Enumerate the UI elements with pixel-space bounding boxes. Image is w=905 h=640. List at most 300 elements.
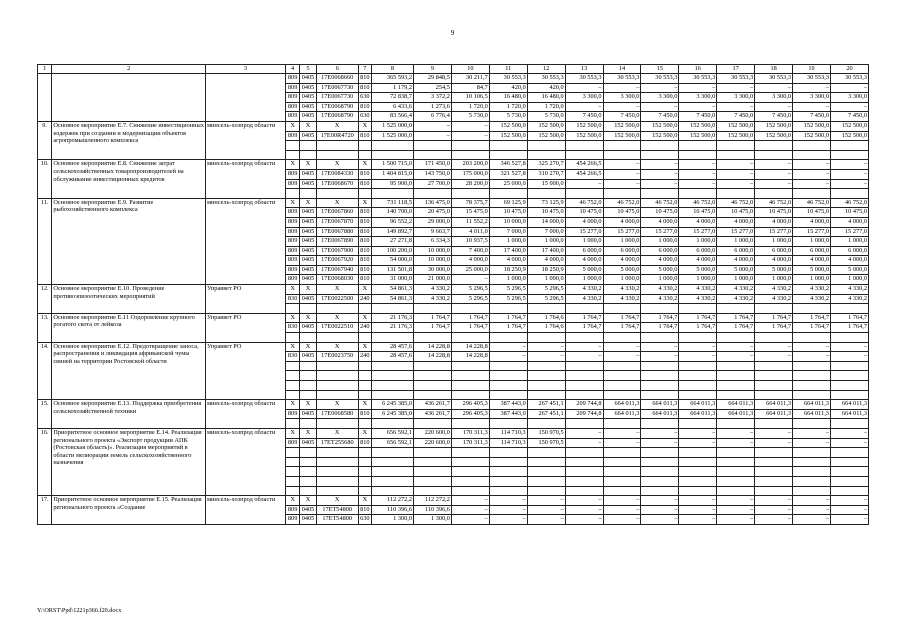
amount-cell: 1 764,7: [679, 323, 717, 333]
amount-cell: [451, 371, 489, 381]
amount-cell: 15 277,0: [717, 227, 755, 237]
amount-cell: 1 525 000,0: [372, 121, 414, 131]
amount-cell: 69 125,9: [489, 198, 527, 208]
amount-cell: 152 500,0: [641, 131, 679, 141]
amount-cell: 1 764,7: [414, 313, 452, 323]
budget-code-cell: 809: [285, 74, 299, 84]
budget-code-cell: 17Е0023750: [316, 352, 358, 362]
budget-code-cell: Х: [300, 342, 316, 352]
budget-code-cell: [358, 486, 371, 496]
amount-cell: 6 433,6: [372, 102, 414, 112]
column-number: 4: [285, 65, 299, 74]
amount-cell: [451, 419, 489, 429]
amount-cell: 54 861,3: [372, 285, 414, 295]
amount-cell: 664 011,3: [603, 400, 641, 410]
amount-cell: 1 000,0: [641, 275, 679, 285]
amount-cell: 1 764,7: [830, 313, 868, 323]
amount-cell: [603, 189, 641, 199]
amount-cell: [793, 381, 831, 391]
amount-cell: 5 000,0: [603, 265, 641, 275]
amount-cell: 5 000,0: [755, 265, 793, 275]
amount-cell: [793, 361, 831, 371]
amount-cell: 114 710,3: [489, 428, 527, 438]
amount-cell: –: [679, 160, 717, 170]
amount-cell: 152 500,0: [527, 131, 565, 141]
budget-code-cell: 0405: [300, 294, 316, 304]
amount-cell: [489, 381, 527, 391]
amount-cell: 152 500,0: [489, 121, 527, 131]
amount-cell: 1 000,0: [755, 275, 793, 285]
amount-cell: 6 000,0: [755, 246, 793, 256]
amount-cell: 5 296,5: [489, 294, 527, 304]
amount-cell: –: [755, 352, 793, 362]
amount-cell: 143 750,0: [414, 169, 452, 179]
budget-code-cell: 810: [358, 217, 371, 227]
amount-cell: [755, 333, 793, 343]
amount-cell: 1 300,0: [372, 515, 414, 525]
amount-cell: [793, 390, 831, 400]
budget-code-cell: [316, 150, 358, 160]
amount-cell: [717, 189, 755, 199]
amount-cell: [372, 141, 414, 151]
amount-cell: 1 764,7: [793, 323, 831, 333]
amount-cell: [679, 141, 717, 151]
measure-number: 9.: [38, 121, 52, 159]
amount-cell: [830, 371, 868, 381]
budget-code-cell: 17Е0067880: [316, 227, 358, 237]
amount-cell: 1 764,7: [717, 313, 755, 323]
amount-cell: [451, 361, 489, 371]
amount-cell: 16 480,0: [527, 93, 565, 103]
amount-cell: [830, 419, 868, 429]
budget-code-cell: Х: [285, 313, 299, 323]
amount-cell: –: [565, 179, 603, 189]
amount-cell: –: [489, 505, 527, 515]
amount-cell: 3 300,0: [717, 93, 755, 103]
amount-cell: [565, 304, 603, 314]
amount-cell: –: [641, 342, 679, 352]
budget-code-cell: [300, 361, 316, 371]
amount-cell: 5 296,5: [451, 294, 489, 304]
amount-cell: 17 400,0: [489, 246, 527, 256]
amount-cell: [489, 467, 527, 477]
amount-cell: [830, 390, 868, 400]
budget-code-cell: 17Е0084330: [316, 169, 358, 179]
amount-cell: 4 000,0: [565, 256, 603, 266]
column-number: 13: [565, 65, 603, 74]
budget-code-cell: Х: [285, 160, 299, 170]
amount-cell: [414, 448, 452, 458]
amount-cell: 7 450,0: [717, 112, 755, 122]
amount-cell: [527, 486, 565, 496]
amount-cell: 10 475,0: [527, 208, 565, 218]
amount-cell: [793, 333, 831, 343]
amount-cell: 310 270,7: [527, 169, 565, 179]
amount-cell: –: [679, 438, 717, 448]
budget-code-cell: [316, 467, 358, 477]
amount-cell: [527, 304, 565, 314]
amount-cell: [414, 419, 452, 429]
amount-cell: –: [793, 83, 831, 93]
budget-code-cell: 240: [358, 323, 371, 333]
amount-cell: 1 764,7: [793, 313, 831, 323]
budget-code-cell: [316, 476, 358, 486]
budget-code-cell: 810: [358, 179, 371, 189]
amount-cell: [717, 304, 755, 314]
budget-code-cell: 17Е0068030: [316, 275, 358, 285]
amount-cell: [830, 486, 868, 496]
amount-cell: 15 475,0: [451, 208, 489, 218]
amount-cell: –: [793, 169, 831, 179]
amount-cell: 54 861,3: [372, 294, 414, 304]
amount-cell: 5 000,0: [717, 265, 755, 275]
budget-code-cell: 17Е0068790: [316, 102, 358, 112]
amount-cell: –: [793, 496, 831, 506]
column-number: 17: [717, 65, 755, 74]
budget-code-cell: 240: [358, 352, 371, 362]
amount-cell: [451, 381, 489, 391]
amount-cell: 4 000,0: [717, 217, 755, 227]
amount-cell: 30 000,0: [414, 265, 452, 275]
amount-cell: –: [679, 515, 717, 525]
amount-cell: [755, 467, 793, 477]
amount-cell: [641, 419, 679, 429]
amount-cell: 152 500,0: [489, 131, 527, 141]
amount-cell: –: [451, 121, 489, 131]
amount-cell: [414, 457, 452, 467]
budget-code-cell: 0405: [300, 112, 316, 122]
amount-cell: –: [717, 352, 755, 362]
budget-code-cell: 17Е0022510: [316, 323, 358, 333]
amount-cell: 46 752,0: [565, 198, 603, 208]
amount-cell: 1 000,0: [755, 237, 793, 247]
amount-cell: [641, 333, 679, 343]
budget-code-cell: Х: [316, 160, 358, 170]
amount-cell: 170 311,3: [451, 438, 489, 448]
column-number: 12: [527, 65, 565, 74]
amount-cell: [641, 467, 679, 477]
amount-cell: –: [717, 496, 755, 506]
amount-cell: [717, 486, 755, 496]
column-number: 19: [793, 65, 831, 74]
amount-cell: 3 300,0: [603, 93, 641, 103]
amount-cell: 5 730,0: [527, 112, 565, 122]
budget-code-cell: 240: [358, 294, 371, 304]
amount-cell: 4 000,0: [793, 217, 831, 227]
amount-cell: [372, 390, 414, 400]
amount-cell: 7 000,0: [489, 227, 527, 237]
table-row: [38, 198, 869, 208]
budget-code-cell: Х: [285, 198, 299, 208]
amount-cell: –: [489, 342, 527, 352]
amount-cell: 7 450,0: [830, 112, 868, 122]
amount-cell: –: [830, 505, 868, 515]
executor-name: Управвет РО: [206, 342, 286, 400]
amount-cell: [603, 361, 641, 371]
amount-cell: [565, 150, 603, 160]
measure-name: Приоритетное основное мероприятие Е.15. Реализация регионального проекта «Создание: [52, 496, 206, 525]
budget-code-cell: [285, 150, 299, 160]
amount-cell: 15 277,0: [641, 227, 679, 237]
budget-code-cell: Х: [316, 428, 358, 438]
amount-cell: [830, 304, 868, 314]
amount-cell: –: [565, 505, 603, 515]
amount-cell: –: [414, 131, 452, 141]
amount-cell: 656 592,1: [372, 428, 414, 438]
amount-cell: 136 475,0: [414, 198, 452, 208]
amount-cell: [489, 457, 527, 467]
budget-code-cell: 17Е0067940: [316, 265, 358, 275]
budget-code-cell: 810: [358, 409, 371, 419]
budget-code-cell: [316, 419, 358, 429]
amount-cell: 1 764,7: [565, 313, 603, 323]
amount-cell: 112 272,2: [372, 496, 414, 506]
amount-cell: [717, 381, 755, 391]
amount-cell: –: [451, 505, 489, 515]
budget-code-cell: Х: [300, 285, 316, 295]
amount-cell: [451, 448, 489, 458]
amount-cell: –: [679, 83, 717, 93]
budget-code-cell: [300, 141, 316, 151]
amount-cell: 15 000,0: [527, 179, 565, 189]
budget-code-cell: [300, 371, 316, 381]
budget-code-cell: 0405: [300, 179, 316, 189]
budget-code-cell: 809: [285, 237, 299, 247]
budget-code-cell: Х: [358, 121, 371, 131]
amount-cell: 4 000,0: [755, 217, 793, 227]
amount-cell: [717, 457, 755, 467]
amount-cell: –: [830, 496, 868, 506]
amount-cell: [755, 304, 793, 314]
amount-cell: 3 300,0: [830, 93, 868, 103]
amount-cell: 7 450,0: [793, 112, 831, 122]
budget-code-cell: [358, 150, 371, 160]
budget-code-cell: 809: [285, 275, 299, 285]
amount-cell: –: [717, 342, 755, 352]
budget-code-cell: 0405: [300, 74, 316, 84]
amount-cell: –: [603, 515, 641, 525]
amount-cell: 4 330,2: [414, 294, 452, 304]
amount-cell: 1 720,0: [489, 102, 527, 112]
amount-cell: 15 277,0: [755, 227, 793, 237]
amount-cell: [489, 361, 527, 371]
budget-code-cell: 0405: [300, 169, 316, 179]
amount-cell: 15 277,0: [603, 227, 641, 237]
amount-cell: –: [679, 102, 717, 112]
amount-cell: [641, 189, 679, 199]
amount-cell: [603, 390, 641, 400]
budget-code-cell: [300, 390, 316, 400]
amount-cell: 30 211,7: [451, 74, 489, 84]
amount-cell: 5 296,5: [451, 285, 489, 295]
amount-cell: –: [717, 83, 755, 93]
amount-cell: [717, 333, 755, 343]
amount-cell: –: [755, 505, 793, 515]
amount-cell: [679, 381, 717, 391]
amount-cell: 7 450,0: [679, 112, 717, 122]
amount-cell: 1 764,7: [489, 313, 527, 323]
amount-cell: 25 000,0: [489, 179, 527, 189]
budget-code-cell: Х: [358, 400, 371, 410]
budget-code-cell: 0405: [300, 102, 316, 112]
amount-cell: 17 400,0: [527, 246, 565, 256]
amount-cell: 10 937,5: [451, 237, 489, 247]
amount-cell: 1 720,0: [527, 102, 565, 112]
amount-cell: 7 400,0: [451, 246, 489, 256]
amount-cell: 4 000,0: [527, 256, 565, 266]
amount-cell: 664 011,3: [755, 400, 793, 410]
amount-cell: 1 764,7: [830, 323, 868, 333]
column-number: 5: [300, 65, 316, 74]
amount-cell: 220 600,0: [414, 428, 452, 438]
amount-cell: 21 000,0: [414, 275, 452, 285]
amount-cell: [603, 333, 641, 343]
amount-cell: 4 000,0: [793, 256, 831, 266]
budget-code-cell: [300, 467, 316, 477]
budget-code-cell: 810: [358, 275, 371, 285]
amount-cell: 267 451,1: [527, 400, 565, 410]
amount-cell: 1 000,0: [489, 275, 527, 285]
amount-cell: 29 848,5: [414, 74, 452, 84]
amount-cell: 1 000,0: [830, 237, 868, 247]
amount-cell: –: [830, 352, 868, 362]
amount-cell: 54 000,0: [372, 256, 414, 266]
amount-cell: [527, 390, 565, 400]
amount-cell: [414, 150, 452, 160]
budget-code-cell: Х: [316, 400, 358, 410]
budget-code-cell: 810: [358, 169, 371, 179]
amount-cell: 28 457,6: [372, 342, 414, 352]
budget-code-cell: Х: [285, 496, 299, 506]
amount-cell: –: [793, 179, 831, 189]
table-row: [38, 313, 869, 323]
amount-cell: 203 200,0: [451, 160, 489, 170]
amount-cell: –: [527, 496, 565, 506]
amount-cell: [414, 304, 452, 314]
budget-code-cell: 0405: [300, 352, 316, 362]
amount-cell: [489, 189, 527, 199]
amount-cell: 4 000,0: [451, 256, 489, 266]
amount-cell: –: [755, 428, 793, 438]
amount-cell: [451, 189, 489, 199]
amount-cell: –: [755, 169, 793, 179]
amount-cell: –: [717, 428, 755, 438]
amount-cell: [793, 371, 831, 381]
amount-cell: 436 261,7: [414, 400, 452, 410]
amount-cell: [603, 150, 641, 160]
amount-cell: 4 000,0: [489, 256, 527, 266]
budget-code-cell: [316, 361, 358, 371]
budget-code-cell: [300, 476, 316, 486]
amount-cell: [755, 486, 793, 496]
amount-cell: 1 764,7: [565, 323, 603, 333]
budget-code-cell: [358, 333, 371, 343]
amount-cell: [565, 189, 603, 199]
amount-cell: –: [603, 342, 641, 352]
budget-code-cell: 809: [285, 112, 299, 122]
amount-cell: [527, 189, 565, 199]
amount-cell: 5 730,0: [489, 112, 527, 122]
budget-code-cell: 0405: [300, 227, 316, 237]
amount-cell: [527, 141, 565, 151]
amount-cell: [372, 448, 414, 458]
amount-cell: –: [603, 352, 641, 362]
amount-cell: –: [641, 505, 679, 515]
column-number: 1: [38, 65, 52, 74]
amount-cell: –: [451, 496, 489, 506]
amount-cell: 30 553,3: [489, 74, 527, 84]
amount-cell: 5 000,0: [830, 265, 868, 275]
amount-cell: –: [830, 169, 868, 179]
table-row: [38, 400, 869, 410]
budget-code-cell: [285, 419, 299, 429]
amount-cell: [603, 141, 641, 151]
amount-cell: [641, 476, 679, 486]
amount-cell: [755, 419, 793, 429]
amount-cell: [793, 486, 831, 496]
amount-cell: –: [565, 438, 603, 448]
amount-cell: –: [755, 515, 793, 525]
table-row: [38, 428, 869, 438]
amount-cell: [679, 486, 717, 496]
amount-cell: [451, 150, 489, 160]
amount-cell: 731 118,5: [372, 198, 414, 208]
amount-cell: 1 764,7: [451, 323, 489, 333]
amount-cell: –: [679, 352, 717, 362]
amount-cell: –: [717, 515, 755, 525]
amount-cell: [830, 448, 868, 458]
amount-cell: 1 764,7: [717, 323, 755, 333]
amount-cell: 30 553,3: [679, 74, 717, 84]
amount-cell: [414, 141, 452, 151]
amount-cell: [527, 457, 565, 467]
amount-cell: [489, 141, 527, 151]
amount-cell: –: [603, 428, 641, 438]
amount-cell: –: [830, 342, 868, 352]
amount-cell: 21 176,3: [372, 323, 414, 333]
budget-code-cell: [358, 141, 371, 151]
budget-code-cell: 830: [285, 294, 299, 304]
amount-cell: 1 179,2: [372, 83, 414, 93]
amount-cell: –: [451, 515, 489, 525]
table-row: [38, 342, 869, 352]
amount-cell: 436 261,7: [414, 409, 452, 419]
amount-cell: –: [830, 438, 868, 448]
amount-cell: 1 000,0: [527, 237, 565, 247]
table-row: [38, 121, 869, 131]
budget-code-cell: 0405: [300, 438, 316, 448]
table-row: [38, 496, 869, 506]
budget-code-cell: 810: [358, 237, 371, 247]
amount-cell: 10 000,0: [414, 246, 452, 256]
budget-code-cell: 809: [285, 409, 299, 419]
amount-cell: 346 527,8: [489, 160, 527, 170]
amount-cell: 1 764,7: [679, 313, 717, 323]
measure-number: 14.: [38, 342, 52, 400]
amount-cell: 110 396,6: [372, 505, 414, 515]
measure-name: Основное мероприятие Е.7. Снижение инвестиционных издержек при создании и модернизации объектов агропромышленного комплекса: [52, 121, 206, 159]
budget-code-cell: 809: [285, 515, 299, 525]
amount-cell: 4 000,0: [679, 217, 717, 227]
amount-cell: [603, 486, 641, 496]
amount-cell: [793, 476, 831, 486]
column-number: 20: [830, 65, 868, 74]
amount-cell: [793, 457, 831, 467]
budget-code-cell: 17Е0067730: [316, 93, 358, 103]
amount-cell: –: [527, 342, 565, 352]
amount-cell: –: [679, 428, 717, 438]
amount-cell: [451, 457, 489, 467]
